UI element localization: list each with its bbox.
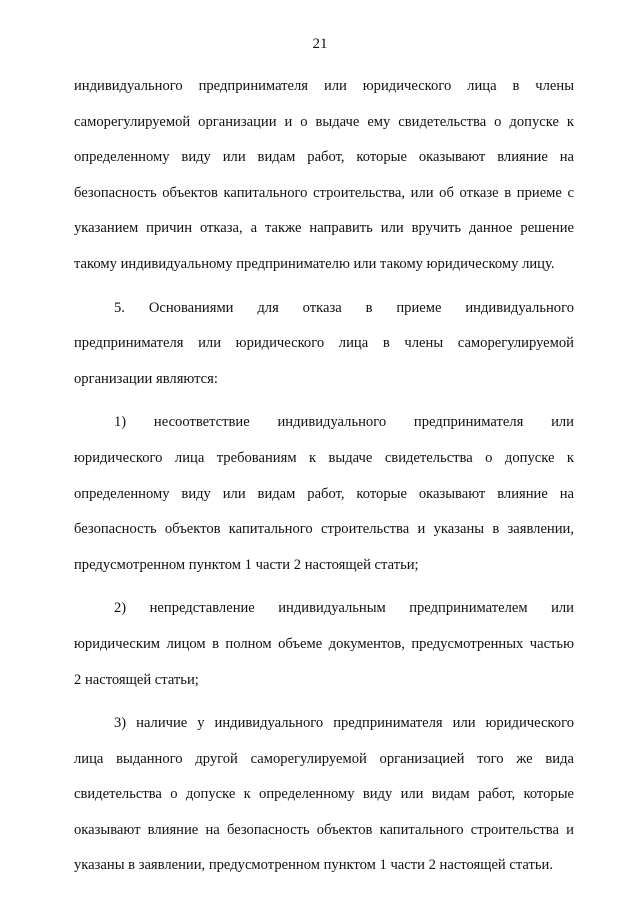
text-line: индивидуального предпринимателя или юридического лица в члены — [74, 78, 574, 94]
text-line: указаны в заявлении, предусмотренном пунктом 1 части 2 настоящей статьи. — [74, 857, 554, 874]
document-body — [74, 72, 574, 887]
text-line: лица выданного другой саморегулируемой организацией того же вида — [74, 750, 574, 767]
paragraph-continuation — [74, 72, 574, 286]
text-line: определенному виду или видам работ, которые оказывают влияние на — [74, 149, 574, 166]
text-line: оказывают влияние на безопасность объектов капитального строительства и — [74, 821, 574, 838]
text-line: предпринимателя или юридического лица в члены саморегулируемой — [74, 335, 574, 352]
paragraph-subitem-1 — [74, 408, 574, 586]
text-line: свидетельства о допуске к определенному виду или видам работ, которые — [74, 786, 574, 803]
text-line: такому индивидуальному предпринимателю или такому юридическому лицу. — [74, 255, 555, 272]
text-line: 2 настоящей статьи; — [74, 671, 199, 688]
text-line: юридического лица требованиям к выдаче свидетельства о допуске к — [74, 449, 574, 466]
text-line: 3) наличие у индивидуального предпринимателя или юридического — [114, 715, 574, 732]
text-line: 5. Основаниями для отказа в приеме индивидуального — [114, 299, 574, 316]
text-line: безопасность объектов капитального строительства и указаны в заявлении, — [74, 521, 574, 538]
paragraph-subitem-3 — [74, 709, 574, 887]
text-line: саморегулируемой организации и о выдаче ему свидетельства о допуске к — [74, 113, 574, 130]
page-number: 21 — [312, 36, 328, 52]
paragraph-subitem-2 — [74, 594, 574, 701]
text-line: безопасность объектов капитального строительства, или об отказе в приеме с — [74, 184, 574, 201]
paragraph-item-5 — [74, 294, 574, 401]
text-line: предусмотренном пунктом 1 части 2 настоящей статьи; — [74, 556, 419, 573]
text-line: указанием причин отказа, а также направить или вручить данное решение — [74, 220, 574, 237]
text-line: определенному виду или видам работ, которые оказывают влияние на — [74, 485, 574, 502]
text-line: 2) непредставление индивидуальным предпринимателем или — [114, 600, 574, 617]
text-line: юридическим лицом в полном объеме документов, предусмотренных частью — [74, 635, 574, 652]
text-line: организации являются: — [74, 370, 218, 387]
text-line: 1) несоответствие индивидуального предпринимателя или — [114, 414, 574, 431]
